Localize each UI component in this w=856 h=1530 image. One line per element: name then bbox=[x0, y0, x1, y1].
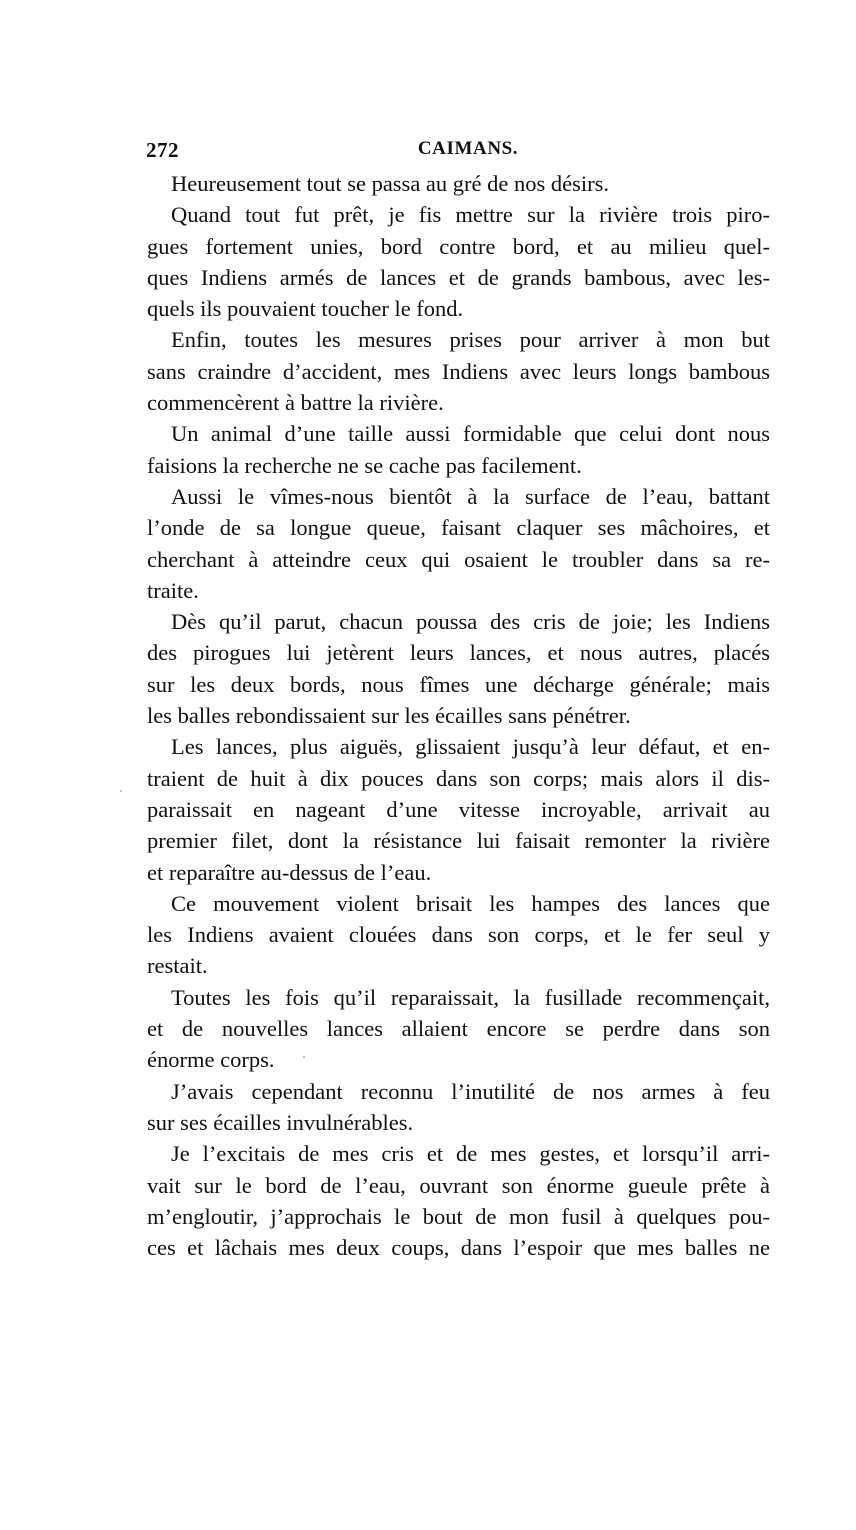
text-line: quels ils pouvaient toucher le fond. bbox=[147, 296, 464, 322]
text-line: les Indiens avaient clouées dans son corps, et le fer seul y bbox=[147, 922, 770, 948]
page-number: 272 bbox=[146, 138, 179, 162]
text-line: et reparaître au-dessus de l’eau. bbox=[147, 859, 432, 885]
text-line: Quand tout fut prêt, je fis mettre sur la rivière trois piro- bbox=[171, 202, 770, 228]
text-line: ques Indiens armés de lances et de grands bambous, avec les- bbox=[147, 264, 770, 290]
text-line: et de nouvelles lances allaient encore se perdre dans son bbox=[147, 1016, 770, 1042]
paragraph bbox=[147, 418, 770, 481]
text-line: m’engloutir, j’approchais le bout de mon fusil à quelques pou- bbox=[147, 1203, 770, 1229]
text-line: J’avais cependant reconnu l’inutilité de nos armes à feu bbox=[171, 1078, 770, 1104]
text-line: sans craindre d’accident, mes Indiens avec leurs longs bambous bbox=[147, 358, 770, 384]
text-line: des pirogues lui jetèrent leurs lances, et nous autres, placés bbox=[147, 640, 770, 666]
text-line: Dès qu’il parut, chacun poussa des cris de joie; les Indiens bbox=[171, 609, 770, 635]
text-line: énorme corps. bbox=[147, 1047, 275, 1073]
text-line: Heureusement tout se passa au gré de nos désirs. bbox=[171, 171, 610, 196]
text-line: sur ses écailles invulnérables. bbox=[147, 1109, 414, 1135]
scan-speck bbox=[303, 1056, 305, 1058]
text-line: traite. bbox=[147, 577, 199, 603]
text-line: Un animal d’une taille aussi formidable que celui dont nous bbox=[171, 421, 770, 447]
paragraph bbox=[147, 731, 770, 887]
text-line: l’onde de sa longue queue, faisant claquer ses mâchoires, et bbox=[147, 515, 770, 541]
text-line: traient de huit à dix pouces dans son corps; mais alors il dis- bbox=[147, 765, 770, 791]
text-line: Aussi le vîmes-nous bientôt à la surface de l’eau, battant bbox=[171, 483, 770, 509]
paragraph bbox=[147, 168, 770, 199]
text-line: commencèrent à battre la rivière. bbox=[147, 390, 444, 416]
paragraph bbox=[147, 1138, 770, 1263]
text-line: Ce mouvement violent brisait les hampes des lances que bbox=[171, 890, 770, 916]
running-head bbox=[146, 138, 770, 166]
paragraph bbox=[147, 481, 770, 606]
text-line: ces et lâchais mes deux coups, dans l’espoir que mes balles ne bbox=[147, 1235, 770, 1261]
text-line: gues fortement unies, bord contre bord, et au milieu quel- bbox=[147, 233, 770, 259]
text-line: premier filet, dont la résistance lui faisait remonter la rivière bbox=[147, 828, 770, 854]
text-line: vait sur le bord de l’eau, ouvrant son énorme gueule prête à bbox=[147, 1172, 770, 1198]
text-line: les balles rebondissaient sur les écailles sans pénétrer. bbox=[147, 703, 631, 729]
text-line: Enfin, toutes les mesures prises pour arriver à mon but bbox=[171, 327, 770, 353]
text-line: cherchant à atteindre ceux qui osaient le troubler dans sa re- bbox=[147, 546, 770, 572]
paragraph bbox=[147, 324, 770, 418]
paragraph bbox=[147, 199, 770, 324]
paragraph bbox=[147, 1076, 770, 1139]
body-text bbox=[147, 168, 770, 1263]
paragraph bbox=[147, 606, 770, 731]
text-line: Je l’excitais de mes cris et de mes gestes, et lorsqu’il arri- bbox=[171, 1141, 770, 1167]
scan-speck bbox=[120, 790, 122, 792]
text-line: restait. bbox=[147, 953, 208, 979]
text-line: Toutes les fois qu’il reparaissait, la fusillade recommençait, bbox=[171, 984, 770, 1010]
paragraph bbox=[147, 982, 770, 1076]
text-line: Les lances, plus aiguës, glissaient jusqu’à leur défaut, et en- bbox=[171, 734, 770, 760]
text-line: sur les deux bords, nous fîmes une décharge générale; mais bbox=[147, 671, 770, 697]
paragraph bbox=[147, 888, 770, 982]
text-line: faisions la recherche ne se cache pas facilement. bbox=[147, 452, 582, 478]
text-line: paraissait en nageant d’une vitesse incroyable, arrivait au bbox=[147, 796, 770, 822]
running-title: CAIMANS. bbox=[417, 138, 519, 159]
